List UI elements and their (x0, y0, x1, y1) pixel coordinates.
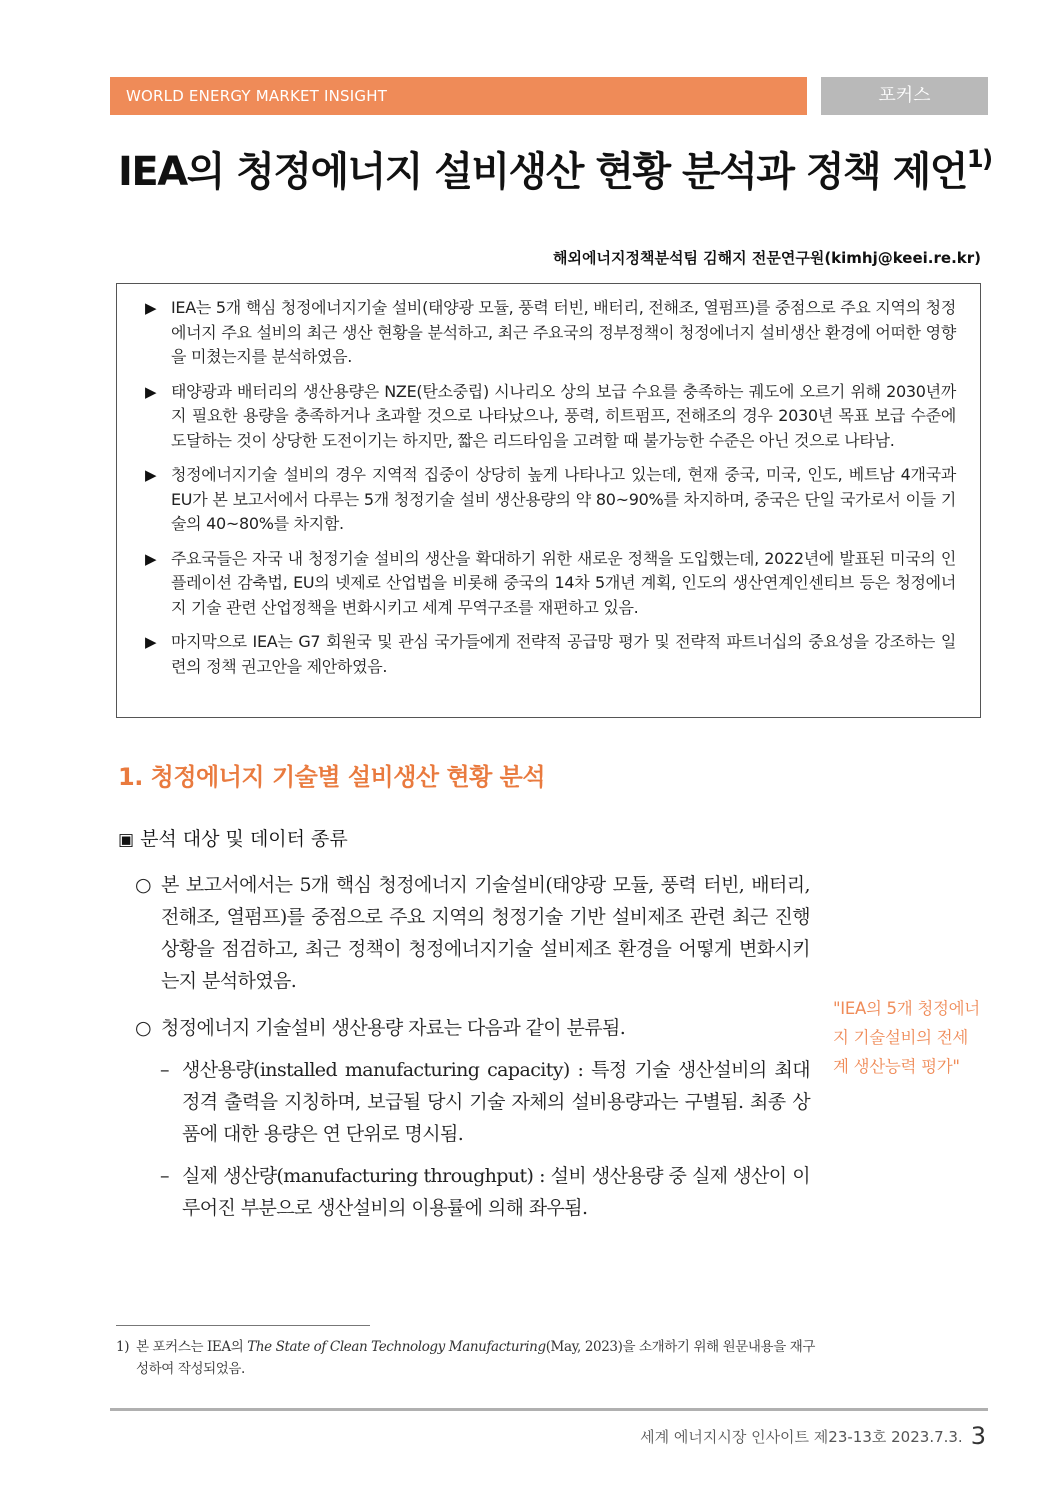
pull-quote: "IEA의 5개 청정에너지 기술설비의 전세계 생산능력 평가" (833, 999, 980, 1076)
footnote (116, 1336, 816, 1380)
footnote-divider (116, 1325, 370, 1326)
body-bullet-text: 청정에너지 기술설비 생산용량 자료는 다음과 같이 분류됨. (161, 1017, 626, 1039)
page-title (118, 140, 998, 197)
section-tag: 포커스 (821, 77, 988, 115)
summary-text: 마지막으로 IEA는 G7 회원국 및 관심 국가들에게 전략적 공급망 평가 및 전략적 파트너십의 중요성을 강조하는 일련의 정책 권고안을 제안하였음. (171, 632, 956, 676)
triangle-bullet-icon: ▶ (145, 382, 157, 401)
footnote-prefix: 본 포커스는 IEA의 (136, 1339, 248, 1355)
summary-text: 주요국들은 자국 내 청정기술 설비의 생산을 확대하기 위한 새로운 정책을 도입했는데, 2022년에 발표된 미국의 인플레이션 감축법, EU의 넷제로 산업법을 비롯해 중국의 14차 5개년 계획, 인도의 생산연계인센티브 등은 청정에너지 기술 관련 산업정책을 변화시키고 세계 무역구조를 재편하고 있음. (171, 548, 956, 617)
author-line: 해외에너지정책분석팀 김해지 전문연구원(kimhj@keei.re.kr) (553, 249, 981, 267)
footnote-text (116, 1336, 816, 1380)
summary-text: 태양광과 배터리의 생산용량은 NZE(탄소중립) 시나리오 상의 보급 수요를 충족하는 궤도에 오르기 위해 2030년까지 필요한 용량을 충족하거나 초과할 것으로 나타났으나, 풍력, 히트펌프, 전해조의 경우 2030년 목표 보급 수준에 도달하는 것이 상당한 도전이기는 하지만, 짧은 리드타임을 고려할 때 불가능한 수준은 아닌 것으로 나타남. (171, 381, 956, 450)
triangle-bullet-icon: ▶ (145, 549, 157, 568)
body-bullet (135, 869, 810, 997)
triangle-bullet-icon: ▶ (145, 466, 157, 484)
page-footer (640, 1420, 986, 1448)
summary-text: IEA는 5개 핵심 청정에너지기술 설비(태양광 모듈, 풍력 터빈, 배터리, 전해조, 열펌프)를 중점으로 주요 지역의 청정에너지 주요 설비의 최근 생산 현황을 분석하고, 최근 주요국의 정부정책이 청정에너지 설비생산 환경에 어떠한 영향을 미쳤는지를 분석하였음. (171, 298, 956, 366)
triangle-bullet-icon: ▶ (145, 299, 157, 317)
title-footnote-ref[interactable]: 1) (966, 144, 992, 173)
body-bullet-text: 본 보고서에서는 5개 핵심 청정에너지 기술설비(태양광 모듈, 풍력 터빈, 배터리, 전해조, 열펌프)를 중점으로 주요 지역의 청정기술 기반 설비제조 관련 최근 진행 상황을 점검하고, 최근 정책이 청정에너지기술 설비제조 환경을 어떻게 변화시키는지 분석하였음. (161, 874, 810, 992)
dash-bullet-icon: – (160, 1165, 169, 1187)
summary-item (141, 380, 956, 454)
summary-item (141, 547, 956, 621)
summary-item (141, 463, 956, 537)
body-dash-text: 실제 생산량(manufacturing throughput) : 설비 생산용량 중 실제 생산이 이루어진 부분으로 생산설비의 이용률에 의해 좌우됨. (182, 1165, 810, 1219)
body-dash-item (160, 1160, 810, 1224)
footer-text: 세계 에너지시장 인사이트 제23-13호 2023.7.3. (640, 1428, 963, 1446)
footnote-number: 1) (116, 1339, 130, 1355)
publication-header: WORLD ENERGY MARKET INSIGHT (110, 77, 807, 115)
triangle-bullet-icon: ▶ (145, 633, 157, 651)
summary-text: 청정에너지기술 설비의 경우 지역적 집중이 상당히 높게 나타나고 있는데, 현재 중국, 미국, 인도, 베트남 4개국과 EU가 본 보고서에서 다루는 5개 청정기술 설비 생산용량의 약 80~90%를 차지하며, 중국은 단일 국가로서 이들 기술의 40~80%를 차지함. (171, 465, 956, 533)
body-dash-item (160, 1054, 810, 1150)
subsection-heading (118, 824, 348, 851)
summary-item (141, 630, 956, 679)
circle-bullet-icon: ○ (135, 874, 151, 896)
title-text: IEA의 청정에너지 설비생산 현황 분석과 정책 제언 (118, 149, 967, 195)
summary-box (116, 283, 981, 718)
footnote-source-title: The State of Clean Technology Manufacturing (247, 1339, 546, 1355)
section-heading: 1. 청정에너지 기술별 설비생산 현황 분석 (118, 763, 546, 791)
summary-item (141, 296, 956, 370)
footer-divider (110, 1408, 988, 1411)
footnote-suffix: (May, 2023)을 소개하기 위해 원문내용을 재구성하여 작성되었음. (136, 1339, 816, 1377)
body-bullet (135, 1012, 810, 1044)
page-number: 3 (970, 1422, 986, 1450)
dash-bullet-icon: – (160, 1059, 169, 1081)
square-bullet-icon: ▣ (118, 830, 135, 850)
subsection-title: 분석 대상 및 데이터 종류 (140, 828, 348, 850)
body-dash-text: 생산용량(installed manufacturing capacity) : 특정 기술 생산설비의 최대 정격 출력을 지칭하며, 보급될 당시 기술 자체의 설비용량과는 구별됨. 최종 상품에 대한 용량은 연 단위로 명시됨. (182, 1059, 810, 1145)
circle-bullet-icon: ○ (135, 1017, 151, 1039)
